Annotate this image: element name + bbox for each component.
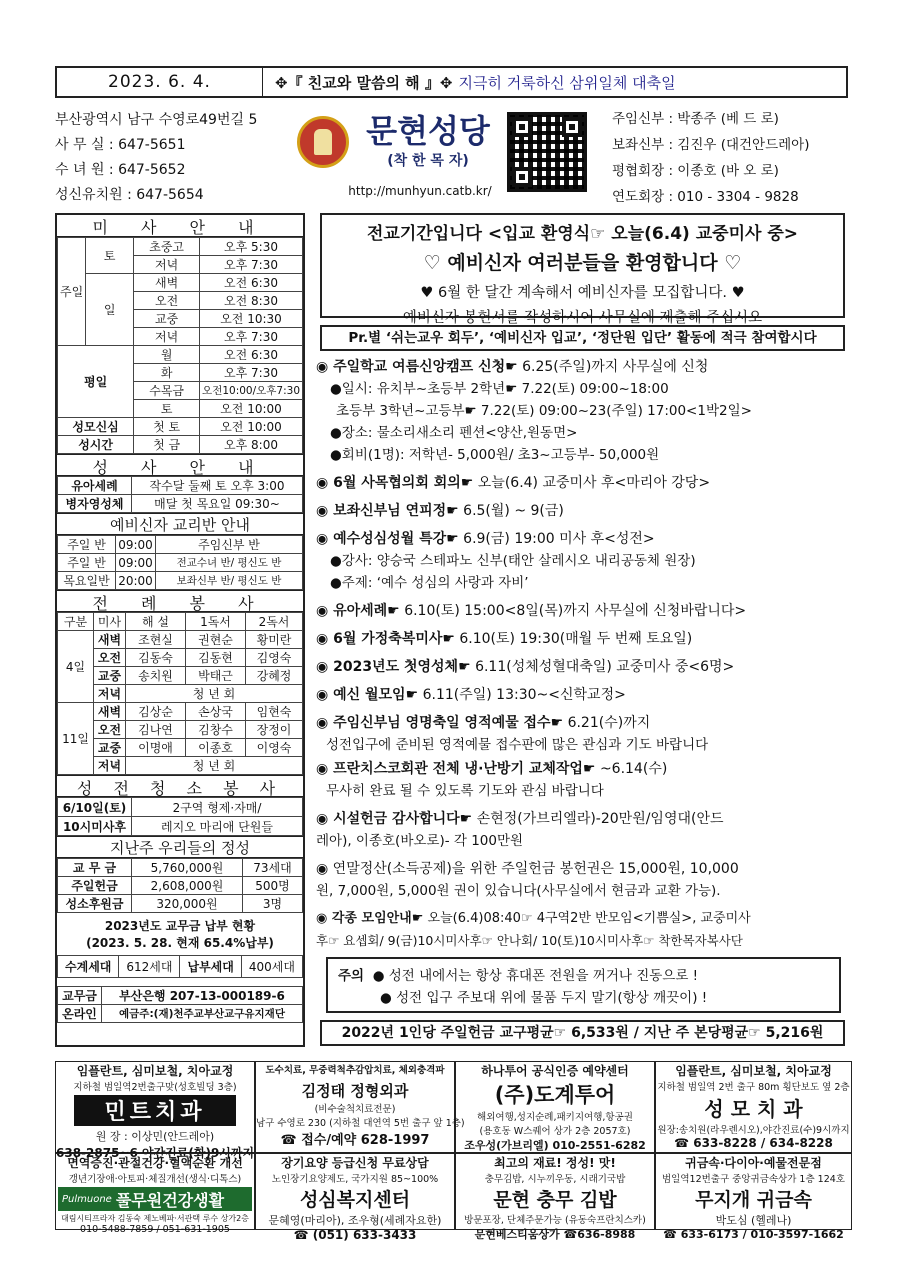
- paid-value: 400세대: [241, 956, 302, 978]
- altar-person: 김동현: [186, 649, 246, 667]
- news-item: [316, 500, 852, 522]
- ad-tagline: 면역증진·관절건강·혈액순환 개선: [67, 1156, 243, 1170]
- ad-owner: 박도심 (헬레나): [715, 1214, 792, 1227]
- office-phone: 사 무 실 : 647-5651: [55, 137, 186, 153]
- ad-owner: 방문포장, 단체주문가능 (유동숙프란치스카): [464, 1215, 646, 1226]
- catechumen-table: [57, 535, 303, 590]
- ad-tagline: 임플란트, 심미보철, 치아교정: [76, 1064, 234, 1078]
- offering-title: 지난주 우리들의 정성: [57, 836, 303, 858]
- dues-status-date: (2023. 5. 28. 현재 65.4%납부): [86, 936, 274, 950]
- news-item: [316, 528, 852, 550]
- date-theme-banner: [55, 66, 848, 98]
- qr-code-icon[interactable]: [507, 112, 587, 192]
- ad-jewelry[interactable]: [655, 1153, 852, 1241]
- altar-person: 김나연: [126, 721, 186, 739]
- altar-person: 강혜정: [246, 667, 303, 685]
- mass-row-time: 오전 10:00: [200, 418, 303, 436]
- altar-person: 박태근: [186, 667, 246, 685]
- mass-row-time: 오후 5:30: [200, 238, 303, 256]
- class-label: 주일 반: [58, 554, 116, 572]
- mass-row-label: 새벽: [134, 274, 200, 292]
- households-value: 612세대: [119, 956, 180, 978]
- mass-row-time: 오후 7:30: [200, 364, 303, 382]
- mass-row-time: 오후 7:30: [200, 256, 303, 274]
- year-theme: [263, 68, 846, 96]
- class-label: 목요일반: [58, 572, 116, 590]
- sacrament-value: 작수달 둘째 토 오후 3:00: [132, 477, 303, 495]
- mass-row-label: 월: [134, 346, 200, 364]
- ad-owner: 문혜영(마리아), 조우형(세례자요한): [268, 1214, 442, 1227]
- news-item: [316, 758, 852, 780]
- news-item: [316, 808, 852, 830]
- offering-average: 2022년 1인당 주일헌금 교구평균☞ 6,533원 / 지난 주 본당평균☞ 5,216원: [320, 1020, 845, 1046]
- news-sub: ●일시: 유치부~초등부 2학년☛ 7.22(토) 09:00~18:00: [330, 381, 669, 397]
- banner-line: ♡ 예비신자 여러분들을 환영합니다 ♡: [423, 252, 742, 274]
- altar-mass: 새벽: [94, 631, 126, 649]
- mass-row-time: 오전10:00/오후7:30: [200, 382, 303, 400]
- church-url[interactable]: http://munhyun.catb.kr/: [348, 184, 492, 198]
- parish-logo-icon: [297, 116, 349, 168]
- sacrament-label: 병자영성체: [58, 495, 132, 513]
- ad-phone: ☎ 접수/예약 628-1997: [280, 1133, 430, 1148]
- news-item: [316, 628, 852, 650]
- online-label: 교무금: [58, 987, 102, 1005]
- praesidium-notice: Pr.별 ‘쉬는교우 회두’, ‘예비신자 입교’, ‘정단원 입단’ 활동에 적극 참여합시다: [320, 325, 845, 351]
- ad-name: 성 모 치 과: [704, 1097, 803, 1121]
- ad-tagline: 귀금속·다이아·예물전문점: [685, 1156, 822, 1170]
- ad-services: 갱년기장애·아토피·체질개선(생식·디톡스): [68, 1174, 242, 1185]
- class-teacher: 보좌신부 반/ 평신도 반: [156, 572, 303, 590]
- ad-owner: 대림시티프라자 김동숙 제노베파·서관택 루수 상가2층: [61, 1214, 249, 1223]
- ad-name: 무지개 귀금속: [695, 1189, 812, 1211]
- ad-seongmo-dental[interactable]: [655, 1061, 852, 1153]
- mass-row-label: 교중: [134, 310, 200, 328]
- news-detail: 손현정(가브리엘라)-20만원/임영대(안드: [472, 811, 724, 827]
- convent-phone: 수 녀 원 : 647-5652: [55, 162, 186, 178]
- ad-services: 노인장기요양제도, 국가지원 85~100%: [271, 1174, 439, 1185]
- altar-mass: 새벽: [94, 703, 126, 721]
- evangelization-banner: [320, 213, 845, 326]
- mass-row-label: 성시간: [58, 436, 134, 454]
- altar-mass: 저녁: [94, 757, 126, 775]
- online-label: 온라인: [58, 1005, 102, 1023]
- news-item: [316, 712, 852, 734]
- altar-person: 김상순: [126, 703, 186, 721]
- mass-row-time: 오전 6:30: [200, 346, 303, 364]
- assistant-priest: 보좌신부 : 김진우 (대건안드레아): [612, 137, 810, 153]
- altar-mass: 오전: [94, 721, 126, 739]
- caution-box: [326, 957, 841, 1013]
- news-sub: 초등부 3학년~고등부☛ 7.22(토) 09:00~23(주일) 17:00<1박2일>: [336, 403, 752, 419]
- news-heading: ◉ 프란치스코회관 전체 냉·난방기 교체작업☛: [316, 761, 596, 777]
- weekday-label: 평일: [58, 346, 134, 418]
- class-teacher: 전교수녀 반/ 평신도 반: [156, 554, 303, 572]
- mass-row-time: 오후 7:30: [200, 328, 303, 346]
- news-detail: 6.11(성체성혈대축일) 교중미사 중<6명>: [470, 659, 735, 675]
- news-heading: ◉ 보좌신부님 연피정☛: [316, 503, 459, 519]
- cleaning-table: [57, 797, 303, 836]
- ad-address: 범일역12번출구 중앙귀금속상가 1층 124호: [662, 1174, 845, 1185]
- ad-address: (용호동 W스퀘어 상가 2층 2057호): [479, 1126, 631, 1137]
- cleaning-time: 10시미사후: [58, 817, 132, 836]
- sunday-day-label: 일: [86, 274, 134, 346]
- altar-person: 청 년 회: [126, 757, 303, 775]
- offering-table: [57, 858, 303, 913]
- news-detail: 오늘(6.4)08:40☞ 4구역2반 반모임<기쁨실>, 교중미사: [423, 911, 751, 926]
- news-heading: ◉ 6월 사목협의회 회의☛: [316, 475, 474, 491]
- news-detail: 6.25(주일)까지 사무실에 신청: [517, 359, 709, 375]
- mass-row-time: 오후 8:00: [200, 436, 303, 454]
- altar-mass: 오전: [94, 649, 126, 667]
- news-sub: 레아), 이종호(바오로)- 각 100만원: [316, 833, 524, 849]
- ad-name: 풀무원건강생활: [115, 1190, 225, 1210]
- cleaning-title: 성 전 청 소 봉 사: [57, 775, 303, 797]
- offering-amount: 2,608,000원: [132, 877, 243, 895]
- mass-row-time: 오전 10:00: [200, 400, 303, 418]
- ad-name: 민트치과: [74, 1095, 236, 1126]
- class-time: 09:00: [116, 536, 156, 554]
- news-heading: ◉ 각종 모임안내☛: [316, 911, 424, 926]
- news-item: ◉ 연말정산(소득공제)을 위한 주일헌금 봉헌권은 15,000원, 10,000: [316, 861, 739, 877]
- cleaning-group: 레지오 마리애 단원들: [132, 817, 303, 836]
- news-heading: ◉ 예수성심성월 특강☛: [316, 531, 459, 547]
- news-heading: ◉ 유아세례☛: [316, 603, 400, 619]
- ad-phone: ☎ (051) 633-3433: [293, 1228, 417, 1242]
- news-detail: 6.9(금) 19:00 미사 후<성전>: [458, 531, 655, 547]
- offering-amount: 5,760,000원: [132, 859, 243, 877]
- ad-name: 성심복지센터: [299, 1189, 411, 1211]
- altar-header: 구분: [58, 613, 94, 631]
- mass-row-day: 첫 금: [134, 436, 200, 454]
- altar-person: 청 년 회: [126, 685, 303, 703]
- mass-row-time: 오전 6:30: [200, 274, 303, 292]
- news-item: [316, 472, 852, 494]
- ad-pulmuone[interactable]: [55, 1153, 255, 1235]
- funeral-contact: 연도회장 : 010 - 3304 - 9828: [612, 189, 799, 205]
- ad-owner: 원장:송치원(라우렌시오),야간진료(수)9시까지: [657, 1125, 850, 1136]
- mass-schedule-title: 미 사 안 내: [57, 215, 303, 237]
- mass-row-time: 오전 8:30: [200, 292, 303, 310]
- catechumen-title: 예비신자 교리반 안내: [57, 513, 303, 535]
- ad-gimbap[interactable]: [455, 1153, 655, 1241]
- news-heading: ◉ 주일학교 여름신앙캠프 신청☛: [316, 359, 518, 375]
- altar-person: 김영숙: [246, 649, 303, 667]
- altar-person: 조현실: [126, 631, 186, 649]
- news-detail: 6.10(토) 19:30(매월 두 번째 토요일): [454, 631, 693, 647]
- news-item: [316, 656, 852, 678]
- news-detail: 오늘(6.4) 교중미사 후<마리아 강당>: [473, 475, 711, 491]
- altar-header: 1독서: [186, 613, 246, 631]
- class-time: 20:00: [116, 572, 156, 590]
- ad-name: 문현 충무 김밥: [493, 1189, 617, 1211]
- ad-tagline: 최고의 재료! 정성! 맛!: [494, 1156, 616, 1170]
- ad-name: (주)도계투어: [494, 1083, 616, 1107]
- caution-item: ● 성전 내에서는 항상 휴대폰 전원을 꺼거나 진동으로 !: [372, 968, 699, 984]
- dues-status-table: [57, 955, 303, 978]
- sacrament-title: 성 사 안 내: [57, 454, 303, 476]
- online-dues-table: [57, 986, 303, 1023]
- altar-person: 권현순: [186, 631, 246, 649]
- banner-line: 전교기간입니다 <입교 환영식☞ 오늘(6.4) 교중미사 중>: [367, 224, 798, 244]
- theme-text: ✥『 친교와 말씀의 해 』✥: [275, 73, 453, 92]
- ad-tagline: 장기요양 등급신청 무료상담: [281, 1156, 429, 1170]
- news-item: [316, 908, 852, 930]
- news-detail: 6.11(주일) 13:30~<신학교정>: [418, 687, 626, 703]
- ad-tagline: 임플란트, 심미보철, 치아교정: [675, 1064, 832, 1078]
- ad-phone: ☎ 633-6173 / 010-3597-1662: [663, 1228, 844, 1241]
- news-sub: ●회비(1명): 저학년- 5,000원/ 초3~고등부- 50,000원: [330, 447, 660, 463]
- news-item-cont: 원, 7,000원, 5,000원 권이 있습니다(사무실에서 현금과 교환 가능).: [316, 883, 721, 899]
- altar-person: 이영숙: [246, 739, 303, 757]
- altar-person: 황미란: [246, 631, 303, 649]
- news-heading: ◉ 2023년도 첫영성체☛: [316, 659, 471, 675]
- households-label: 수계세대: [58, 956, 119, 978]
- class-teacher: 주임신부 반: [156, 536, 303, 554]
- ad-phone: 문현베스티움상가 ☎636-8988: [474, 1228, 636, 1241]
- altar-person: 김동숙: [126, 649, 186, 667]
- dues-status-title: 2023년도 교무금 납부 현황: [104, 919, 256, 933]
- ad-subtitle: (비수술척치료전문): [314, 1104, 396, 1115]
- news-sub: ●장소: 물소리새소리 펜션<양산,원동면>: [330, 425, 578, 441]
- news-detail: 6.21(수)까지: [563, 715, 651, 731]
- ad-phone: 010-5488-7859 / 051-631-1905: [80, 1224, 230, 1235]
- council-president: 평협회장 : 이종호 (바 오 로): [612, 163, 779, 179]
- pastor: 주임신부 : 박종주 (베 드 로): [612, 111, 779, 127]
- news-heading: ◉ 주임신부님 영명축일 영적예물 접수☛: [316, 715, 564, 731]
- ad-mint-dental[interactable]: [55, 1061, 255, 1160]
- altar-service-title: 전 례 봉 사: [57, 590, 303, 612]
- offering-count: 73세대: [243, 859, 303, 877]
- address: 부산광역시 남구 수영로49번길 5: [55, 112, 258, 128]
- ad-phone: 638-2875~6 야간진료(화)9시까지: [56, 1146, 255, 1160]
- church-name: 문현성당: [366, 112, 490, 150]
- altar-person: 장정이: [246, 721, 303, 739]
- ad-phone: 조우성(가브리엘) 010-2551-6282: [464, 1139, 646, 1152]
- news-list: [316, 356, 852, 952]
- news-detail: ~6.14(수): [595, 761, 668, 777]
- altar-person: 손상국: [186, 703, 246, 721]
- altar-header: 미사: [94, 613, 126, 631]
- offering-count: 500명: [243, 877, 303, 895]
- mass-row-label: 저녁: [134, 256, 200, 274]
- church-subtitle: (착 한 목 자): [387, 153, 469, 169]
- class-label: 주일 반: [58, 536, 116, 554]
- ad-services: 해외여행,성지순례,패키지여행,항공권: [477, 1112, 633, 1123]
- bulletin-date: 2023. 6. 4.: [57, 68, 263, 96]
- offering-amount: 320,000원: [132, 895, 243, 913]
- news-sub: 후☞ 요셉회/ 9(금)10시미사후☞ 안나회/ 10(토)10시미사후☞ 착한목자복사단: [316, 933, 743, 948]
- news-item: [316, 684, 852, 706]
- news-column: [312, 213, 852, 1047]
- altar-mass: 교중: [94, 739, 126, 757]
- ad-orthopedic[interactable]: [255, 1061, 465, 1153]
- ad-address: 지하철 범일역 2번 출구 80m 횡단보도 옆 2층: [657, 1082, 850, 1093]
- staff-list: [612, 106, 852, 210]
- news-item: [316, 356, 852, 378]
- mass-row-label: 저녁: [134, 328, 200, 346]
- ad-name: 김정태 정형외과: [301, 1082, 409, 1100]
- banner-line: 예비신자 봉헌서를 작성하시어 사무실에 제출해 주십시오: [402, 310, 763, 326]
- altar-person: 송치원: [126, 667, 186, 685]
- mass-row-label: 토: [134, 400, 200, 418]
- sacrament-value: 매달 첫 목요일 09:30~: [132, 495, 303, 513]
- altar-person: 이명애: [126, 739, 186, 757]
- ad-address: 남구 수영로 230 (지하철 대연역 5번 출구 앞 1층): [256, 1118, 465, 1129]
- cleaning-date: 6/10일(토): [58, 798, 132, 817]
- cleaning-group: 2구역 형제·자매/: [132, 798, 303, 817]
- feast-name: 지극히 거룩하신 삼위일체 대축일: [458, 73, 676, 92]
- caution-label: 주의: [338, 968, 365, 984]
- bank-account: 부산은행 207-13-000189-6: [102, 987, 303, 1005]
- altar-mass: 교중: [94, 667, 126, 685]
- news-sub: 무사히 완료 될 수 있도록 기도와 관심 바랍니다: [326, 783, 604, 799]
- offering-label: 주일헌금: [58, 877, 132, 895]
- altar-person: 이종호: [186, 739, 246, 757]
- contact-info: [55, 108, 305, 208]
- ad-travel[interactable]: [455, 1061, 655, 1153]
- news-detail: 6.5(월) ~ 9(금): [458, 503, 564, 519]
- ad-owner: 원 장 : 이상민(안드레아): [95, 1130, 215, 1143]
- sunday-label: 주일: [58, 238, 86, 346]
- news-heading: ◉ 6월 가정축복미사☛: [316, 631, 455, 647]
- kindergarten-phone: 성신유치원 : 647-5654: [55, 187, 204, 203]
- offering-label: 교 무 금: [58, 859, 132, 877]
- altar-person: 임현숙: [246, 703, 303, 721]
- altar-day: 11일: [58, 703, 94, 775]
- mass-row-label: 화: [134, 364, 200, 382]
- ad-address: 지하철 범일역2번출구맞(성호빌딩 3층): [73, 1082, 237, 1093]
- sacrament-label: 유아세례: [58, 477, 132, 495]
- left-info-column: [55, 213, 305, 1047]
- caution-item: ● 성전 입구 주보대 위에 물품 두지 말기(항상 깨끗이) !: [380, 990, 708, 1006]
- news-sub: 성전입구에 준비된 영적예물 접수판에 많은 관심과 기도 바랍니다: [326, 737, 709, 753]
- mass-row-label: 수목금: [134, 382, 200, 400]
- news-heading: ◉ 예신 월모임☛: [316, 687, 419, 703]
- altar-header: 2독서: [246, 613, 303, 631]
- ad-phone: ☎ 633-8228 / 634-8228: [674, 1136, 833, 1150]
- ad-welfare-center[interactable]: [255, 1153, 455, 1242]
- mass-schedule-table: [57, 237, 303, 454]
- mass-row-day: 첫 토: [134, 418, 200, 436]
- news-sub: ●강사: 양승국 스테파노 신부(태안 살레시오 내리공동체 원장): [330, 553, 696, 569]
- ad-tagline: 도수치료, 무중력척추감압치료, 체외충격파: [265, 1065, 445, 1076]
- offering-label: 성소후원금: [58, 895, 132, 913]
- news-detail: 6.10(토) 15:00<8일(목)까지 사무실에 신청바랍니다>: [399, 603, 747, 619]
- news-item: [316, 600, 852, 622]
- offering-count: 3명: [243, 895, 303, 913]
- altar-mass: 저녁: [94, 685, 126, 703]
- pulmuone-logo: Pulmuone: [62, 1193, 112, 1205]
- news-sub: ●주제: ‘예수 성심의 사랑과 자비’: [330, 575, 529, 591]
- mass-row-label: 초중고: [134, 238, 200, 256]
- saturday-label: 토: [86, 238, 134, 274]
- account-holder: 예금주:(재)천주교부산교구유지재단: [102, 1005, 303, 1023]
- paid-label: 납부세대: [180, 956, 241, 978]
- altar-person: 김창수: [186, 721, 246, 739]
- sacrament-table: [57, 476, 303, 513]
- mass-row-label: 성모신심: [58, 418, 134, 436]
- altar-day: 4일: [58, 631, 94, 703]
- ad-menu: 충무김밥, 시누끼우동, 시래기국밥: [484, 1174, 626, 1185]
- ad-tagline: 하나투어 공식인증 예약센터: [481, 1064, 629, 1078]
- mass-row-time: 오전 10:30: [200, 310, 303, 328]
- class-time: 09:00: [116, 554, 156, 572]
- altar-service-table: [57, 612, 303, 775]
- news-heading: ◉ 시설헌금 감사합니다☛: [316, 811, 473, 827]
- banner-line: ♥ 6월 한 달간 계속해서 예비신자를 모집합니다. ♥: [420, 285, 745, 301]
- altar-header: 해 설: [126, 613, 186, 631]
- mass-row-label: 오전: [134, 292, 200, 310]
